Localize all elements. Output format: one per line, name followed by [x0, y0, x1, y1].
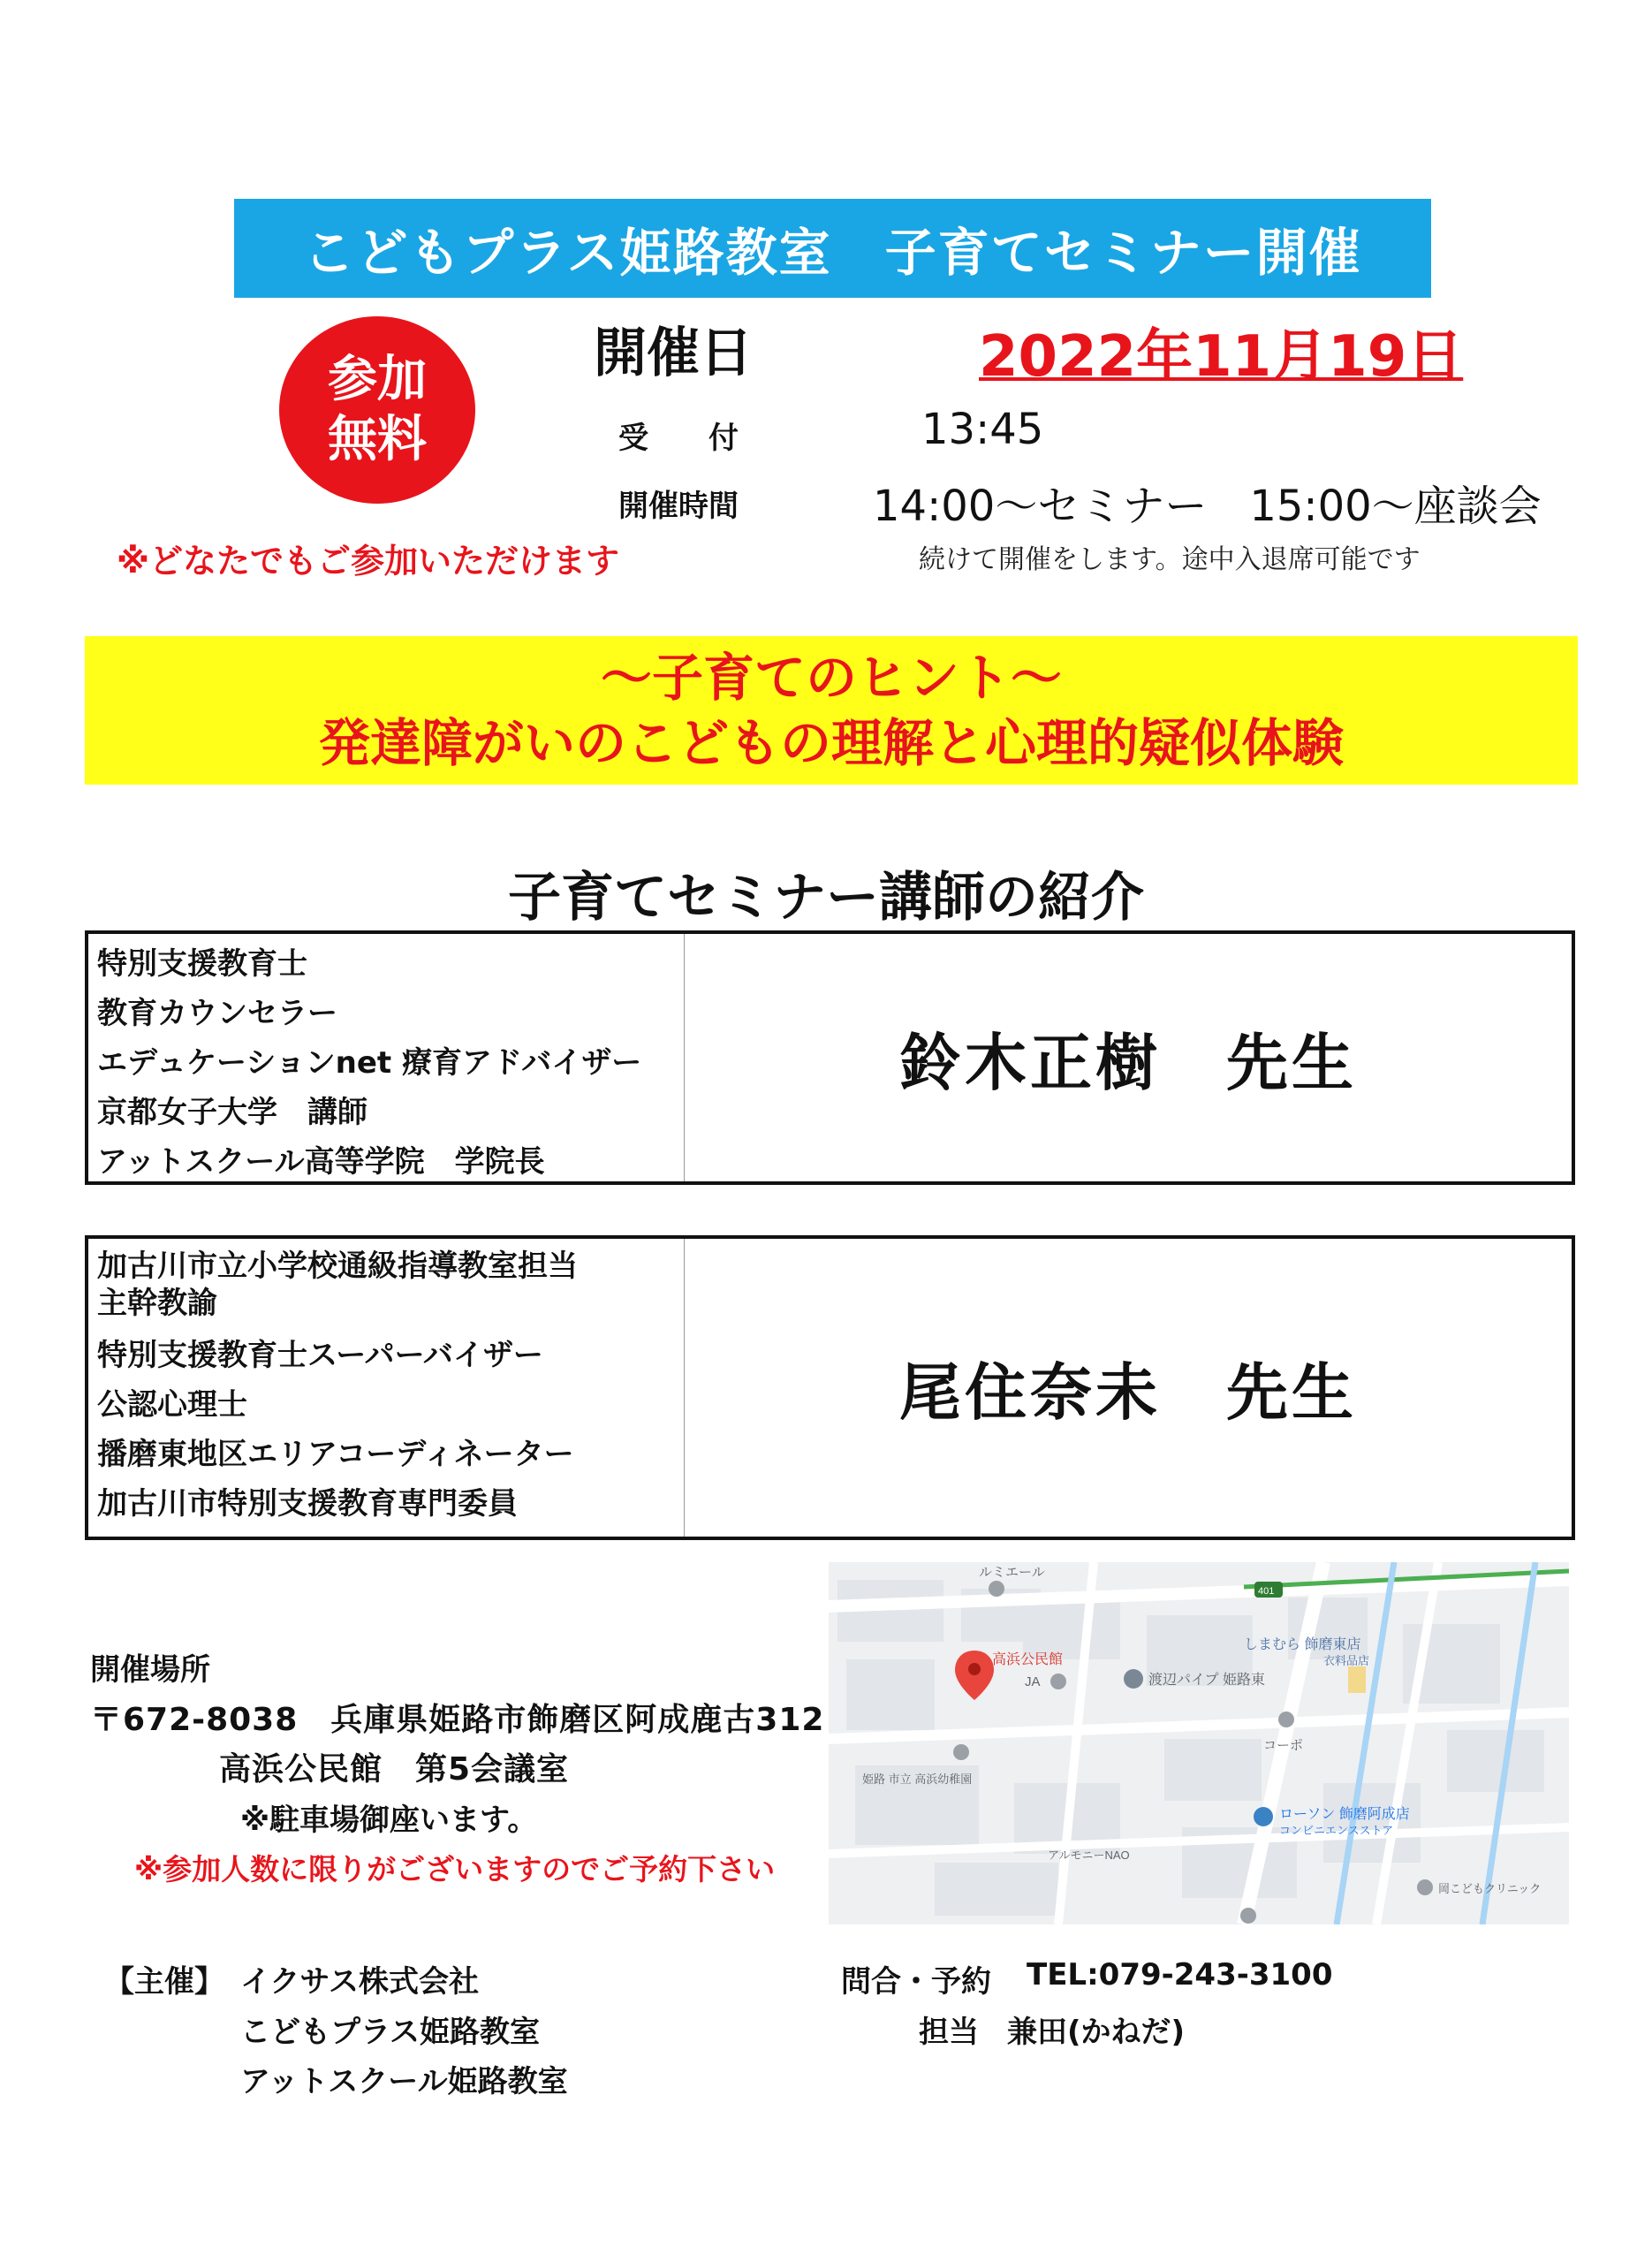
free-participation-badge [279, 316, 475, 504]
map-label: 衣料品店 [1323, 1654, 1370, 1667]
organizer-label: 【主催】 [104, 1964, 224, 2000]
qualification-item: 特別支援教育士 [97, 946, 307, 982]
schedule-note: 続けて開催をします。途中入退席可能です [919, 544, 1421, 575]
badge-line-1: 参加 [328, 351, 427, 408]
reception-time: 13:45 [921, 405, 1044, 454]
anyone-note: ※どなたでもご参加いただけます [117, 542, 619, 581]
qualification-item: 主幹教諭 [97, 1286, 217, 1321]
map-label: 渡辺パイプ 姫路東 [1148, 1673, 1265, 1688]
map-graphic [829, 1562, 1569, 1924]
lecturer-1-qualifications [88, 934, 685, 1181]
hours-label: 開催時間 [618, 489, 739, 524]
venue-hall: 高浜公民館 第5会議室 [219, 1751, 570, 1788]
date-value: 2022年11月19日 [979, 324, 1464, 390]
map-label: 401 [1258, 1586, 1275, 1597]
parking-note: ※駐車場御座います。 [240, 1803, 538, 1838]
map-label: JA [1025, 1674, 1041, 1689]
hours-value: 14:00〜セミナー 15:00〜座談会 [873, 482, 1542, 531]
badge-line-2: 無料 [328, 411, 427, 468]
contact-tel: TEL:079-243-3100 [1027, 1957, 1333, 1993]
date-label: 開催日 [594, 323, 753, 384]
title-banner [234, 199, 1431, 298]
contact-label: 問合・予約 [841, 1964, 991, 2000]
qualification-item: 加古川市立小学校通級指導教室担当 [97, 1249, 578, 1284]
theme-line-2: 発達障がいのこどもの理解と心理的疑似体験 [318, 713, 1344, 773]
lecturers-title: 子育てセミナー講師の紹介 [508, 867, 1144, 929]
organizer-name: こどもプラス姫路教室 [240, 2015, 540, 2050]
theme-banner [85, 636, 1578, 785]
map-label: アルモニーNAO [1048, 1848, 1130, 1862]
page-title: こどもプラス姫路教室 子育てセミナー開催 [303, 223, 1362, 283]
reservation-note: ※参加人数に限りがございますのでご予約下さい [134, 1852, 776, 1886]
organizer-name: アットスクール姫路教室 [240, 2064, 568, 2099]
map-label: ローソン 飾磨阿成店 [1279, 1807, 1410, 1822]
venue-label: 開催場所 [90, 1652, 210, 1688]
theme-line-1: 〜子育てのヒント〜 [600, 648, 1062, 708]
lecturer-1-name: 鈴木正樹 先生 [899, 1026, 1357, 1099]
lecturer-2-name: 尾住奈未 先生 [899, 1356, 1357, 1429]
map-label: 高浜公民館 [992, 1652, 1064, 1667]
qualification-item: 加古川市特別支援教育専門委員 [97, 1486, 518, 1522]
map-label: 姫路 市立 高浜幼稚園 [862, 1772, 973, 1786]
qualification-item: 播磨東地区エリアコーディネーター [97, 1437, 574, 1472]
map-label: 岡こどもクリニック [1438, 1882, 1542, 1895]
map-label: しまむら 飾磨東店 [1244, 1637, 1361, 1652]
lecturer-card-1 [85, 930, 1575, 1185]
contact-person: 兼田(かねだ) [1007, 2015, 1186, 2050]
organizer-name: イクサス株式会社 [240, 1964, 479, 2000]
qualification-item: 公認心理士 [97, 1387, 247, 1423]
map-label: コンビニエンスストア [1279, 1824, 1394, 1837]
qualification-item: 教育カウンセラー [97, 996, 337, 1031]
qualification-item: 特別支援教育士スーパーバイザー [97, 1338, 543, 1373]
qualification-item: エデュケーションnet 療育アドバイザー [97, 1045, 642, 1081]
venue-address: 〒672-8038 兵庫県姫路市飾磨区阿成鹿古312 [90, 1702, 825, 1738]
qualification-item: 京都女子大学 講師 [97, 1095, 368, 1130]
lecturer-2-qualifications [88, 1239, 685, 1537]
contact-person-label: 担当 [919, 2015, 979, 2050]
map-label: ルミエール [979, 1565, 1045, 1580]
reception-label: 受 付 [618, 421, 739, 456]
venue-map[interactable] [829, 1562, 1569, 1924]
map-label: コーポ [1263, 1738, 1304, 1753]
lecturer-card-2 [85, 1235, 1575, 1540]
qualification-item: アットスクール高等学院 学院長 [97, 1144, 545, 1180]
